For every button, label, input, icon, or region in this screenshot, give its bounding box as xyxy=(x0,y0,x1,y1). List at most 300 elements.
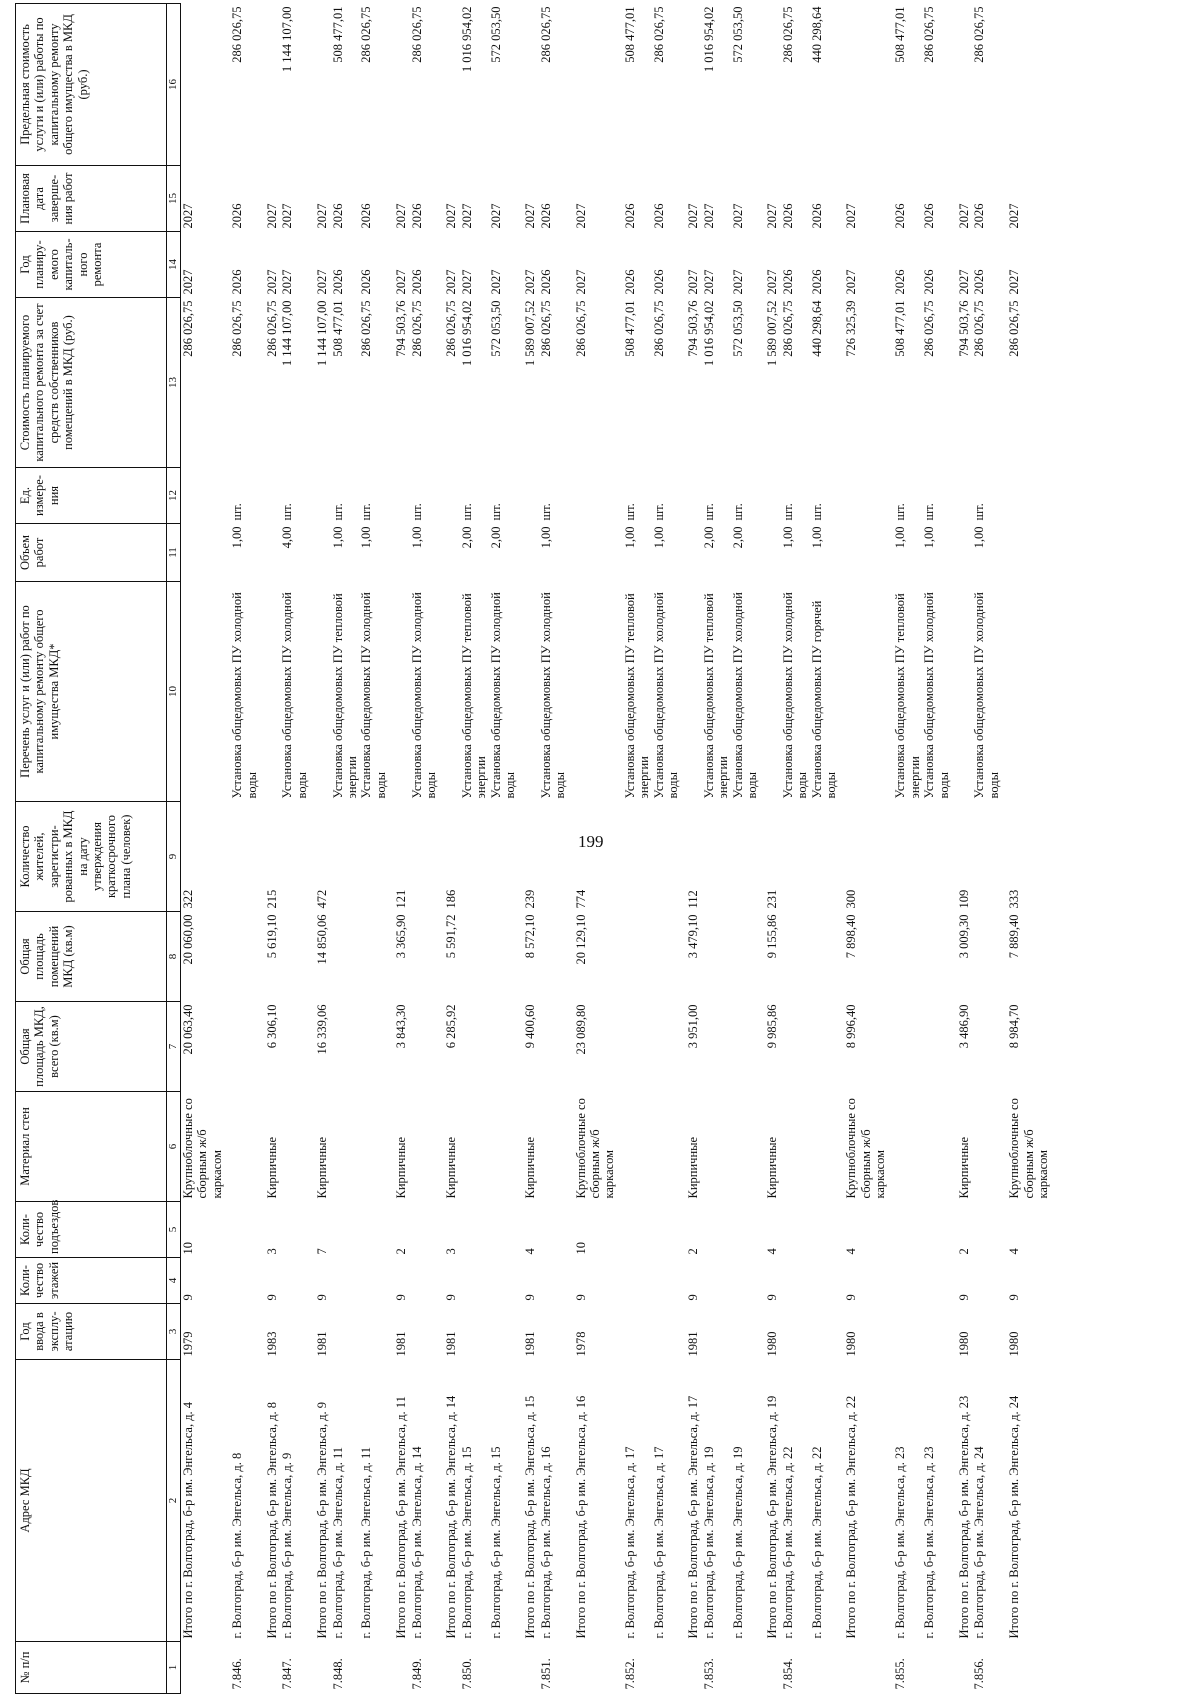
table-cell: 2027 xyxy=(523,203,538,228)
table-cell: 9 xyxy=(444,1293,459,1300)
table-cell xyxy=(652,911,681,1001)
table-cell xyxy=(181,1641,225,1693)
table-cell xyxy=(680,581,702,801)
column-number: 7 xyxy=(167,1001,181,1091)
table-cell: 239 xyxy=(523,889,538,908)
table-cell: 4,00 xyxy=(280,526,295,548)
table-cell: г. Волгоград, б-р им. Энгельса, д. 24 xyxy=(972,1446,987,1638)
table-cell xyxy=(652,1641,681,1693)
table-cell: 2027 xyxy=(1007,203,1022,228)
table-cell xyxy=(810,801,839,911)
table-cell: 1,00 xyxy=(972,526,987,548)
table-cell: Установка общедомовых ПУ холодной воды xyxy=(538,591,568,798)
table-cell xyxy=(568,467,617,523)
column-number: 8 xyxy=(167,911,181,1001)
table-cell: 1,00 xyxy=(538,526,553,548)
table-cell xyxy=(388,467,410,523)
table-row xyxy=(539,3,568,1693)
table-cell xyxy=(331,1091,360,1201)
table-cell: 3 xyxy=(264,1247,279,1254)
table-cell: 286 026,75 xyxy=(651,300,666,357)
table-cell: шт. xyxy=(622,502,637,520)
table-cell: г. Волгоград, б-р им. Энгельса, д. 15 xyxy=(459,1446,474,1638)
table-cell: 2026 xyxy=(538,269,553,294)
table-cell xyxy=(410,801,439,911)
table-cell xyxy=(759,1641,781,1693)
table-cell: 508 477,01 xyxy=(622,6,637,63)
table-cell: 1,00 xyxy=(780,526,795,548)
table-cell: 1,00 xyxy=(330,526,345,548)
table-cell: шт. xyxy=(459,502,474,520)
table-cell xyxy=(617,801,652,911)
table-cell xyxy=(1001,581,1050,801)
table-cell: 2027 xyxy=(264,269,279,294)
table-cell: 2027 xyxy=(730,203,745,228)
table-cell xyxy=(702,801,731,911)
table-cell: 1,00 xyxy=(651,526,666,548)
table-cell xyxy=(680,1641,702,1693)
table-cell xyxy=(838,523,887,581)
table-cell: 2 xyxy=(394,1247,409,1254)
table-cell xyxy=(517,581,539,801)
table-cell: 333 xyxy=(1007,889,1022,908)
table-cell xyxy=(280,1303,309,1359)
table-cell: 2027 xyxy=(264,203,279,228)
table-cell: 2,00 xyxy=(488,526,503,548)
table-cell: Крупноблочные со сборным ж/б каркасом xyxy=(1007,1097,1050,1198)
table-cell: 7.852. xyxy=(622,1657,637,1689)
table-cell: г. Волгоград, б-р им. Энгельса, д. 22 xyxy=(780,1446,795,1638)
table-cell xyxy=(731,801,760,911)
table-cell xyxy=(731,1641,760,1693)
table-cell: 2027 xyxy=(844,269,859,294)
table-cell: г. Волгоград, б-р им. Энгельса, д. 17 xyxy=(622,1446,637,1638)
table-cell: 572 053,50 xyxy=(488,6,503,63)
table-cell xyxy=(489,1001,518,1091)
table-cell xyxy=(680,467,702,523)
column-header: Адрес МКД xyxy=(16,1359,167,1641)
table-cell xyxy=(259,3,281,165)
table-cell: 14 850,06 xyxy=(315,914,330,964)
column-number: 4 xyxy=(167,1257,181,1303)
table-cell: Итого по г. Волгоград, б-р им. Энгельса, д. 9 xyxy=(315,1401,330,1638)
table-cell: 2026 xyxy=(409,269,424,294)
table-cell: 1 016 954,02 xyxy=(701,6,716,72)
column-number: 10 xyxy=(167,581,181,801)
table-cell: 2026 xyxy=(330,203,345,228)
table-cell: 2026 xyxy=(651,269,666,294)
table-cell: Установка общедомовых ПУ тепловой энергии xyxy=(330,592,359,798)
table-cell: 1 589 007,52 xyxy=(523,300,538,366)
column-header: Стоимость планируемого капитального ремонта за счет средств собственников помещений в МКД (руб.) xyxy=(16,297,167,467)
table-cell: Итого по г. Волгоград, б-р им. Энгельса, д. 22 xyxy=(844,1395,859,1638)
column-header: Предельная стоимость услуги и (или) работы по капитальному ремонту общего имущества в МКД (руб.) xyxy=(16,3,167,165)
table-cell xyxy=(702,1201,731,1257)
table-cell xyxy=(781,1001,810,1091)
table-cell: 2027 xyxy=(280,269,295,294)
table-cell: 3 365,90 xyxy=(394,914,409,958)
table-cell: 1 016 954,02 xyxy=(701,300,716,366)
table-cell xyxy=(181,467,225,523)
table-cell xyxy=(810,911,839,1001)
table-cell xyxy=(951,523,973,581)
table-row xyxy=(388,3,410,1693)
table-cell xyxy=(517,3,539,165)
table-cell: 1981 xyxy=(394,1331,409,1356)
table-cell: 2026 xyxy=(809,203,824,228)
table-cell xyxy=(972,1201,1001,1257)
table-cell: 2026 xyxy=(622,269,637,294)
table-cell xyxy=(922,801,951,911)
table-row xyxy=(652,3,681,1693)
table-cell xyxy=(887,911,922,1001)
table-cell xyxy=(438,523,460,581)
table-cell xyxy=(810,1001,839,1091)
column-number: 15 xyxy=(167,165,181,231)
header-row xyxy=(16,3,167,1693)
table-cell xyxy=(280,911,309,1001)
table-cell xyxy=(460,1001,489,1091)
table-cell xyxy=(922,1641,951,1693)
table-cell: 9 xyxy=(573,1293,588,1300)
table-row xyxy=(568,3,617,1693)
table-cell: 2027 xyxy=(488,269,503,294)
table-cell: 2027 xyxy=(701,269,716,294)
table-cell xyxy=(781,911,810,1001)
table-cell: 2027 xyxy=(956,203,971,228)
table-cell: 1,00 xyxy=(809,526,824,548)
table-cell: 9 xyxy=(315,1293,330,1300)
table-cell xyxy=(359,801,388,911)
table-cell: Кирпичные xyxy=(444,1136,459,1198)
table-cell: 1,00 xyxy=(893,526,908,548)
table-cell xyxy=(280,801,309,911)
table-cell: 7.850. xyxy=(459,1657,474,1689)
table-cell xyxy=(887,801,922,911)
table-cell xyxy=(224,1001,259,1091)
table-cell: 7.847. xyxy=(280,1657,295,1689)
table-row xyxy=(731,3,760,1693)
table-cell: 9 155,86 xyxy=(765,914,780,958)
table-cell: Установка общедомовых ПУ холодной воды xyxy=(359,591,388,798)
table-cell: шт. xyxy=(972,502,987,520)
table-cell: 2026 xyxy=(230,269,245,294)
table-cell xyxy=(731,1303,760,1359)
table-cell: 2026 xyxy=(230,203,245,228)
table-cell: 774 xyxy=(573,889,588,908)
table-cell: 286 026,75 xyxy=(922,6,937,63)
table-cell: 7.854. xyxy=(780,1657,795,1689)
table-cell xyxy=(680,3,702,165)
column-header: Год ввода в эксплу-атацию xyxy=(16,1303,167,1359)
table-cell: г. Волгоград, б-р им. Энгельса, д. 17 xyxy=(651,1446,666,1638)
table-cell xyxy=(922,1257,951,1303)
table-cell xyxy=(1001,3,1050,165)
column-header: Ед. измере-ния xyxy=(16,467,167,523)
table-cell xyxy=(517,1641,539,1693)
table-cell xyxy=(489,1641,518,1693)
table-cell: 2026 xyxy=(972,203,987,228)
table-cell: 215 xyxy=(264,889,279,908)
table-cell xyxy=(539,801,568,911)
table-row xyxy=(259,3,281,1693)
column-header: Общая площадь МКД, всего (кв.м) xyxy=(16,1001,167,1091)
table-cell xyxy=(331,1303,360,1359)
table-cell: Итого по г. Волгоград, б-р им. Энгельса, д. 8 xyxy=(264,1401,279,1638)
table-cell xyxy=(388,581,410,801)
table-cell: 572 053,50 xyxy=(488,300,503,357)
table-cell xyxy=(922,911,951,1001)
table-cell: 7.848. xyxy=(330,1657,345,1689)
table-cell: 3 479,10 xyxy=(686,914,701,958)
table-cell xyxy=(617,1001,652,1091)
table-cell: 1980 xyxy=(1007,1331,1022,1356)
table-cell: 2027 xyxy=(315,203,330,228)
table-cell: 1 016 954,02 xyxy=(459,300,474,366)
table-cell: 1 144 107,00 xyxy=(280,6,295,72)
table-row xyxy=(280,3,309,1693)
table-row xyxy=(181,3,225,1693)
table-cell: 2026 xyxy=(922,203,937,228)
table-cell: шт. xyxy=(922,502,937,520)
table-cell: 9 xyxy=(686,1293,701,1300)
table-cell: 440 298,64 xyxy=(809,6,824,63)
table-cell: 2026 xyxy=(809,269,824,294)
column-header: № п/п xyxy=(16,1641,167,1693)
table-row xyxy=(460,3,489,1693)
table-cell: 1,00 xyxy=(622,526,637,548)
table-cell: 1978 xyxy=(573,1331,588,1356)
table-cell: 286 026,75 xyxy=(972,300,987,357)
table-cell: г. Волгоград, б-р им. Энгельса, д. 15 xyxy=(488,1446,503,1638)
table-cell: 300 xyxy=(844,889,859,908)
table-cell: г. Волгоград, б-р им. Энгельса, д. 19 xyxy=(701,1446,716,1638)
table-cell xyxy=(460,801,489,911)
table-cell xyxy=(331,1001,360,1091)
table-cell xyxy=(838,467,887,523)
column-number: 6 xyxy=(167,1091,181,1201)
table-cell: Установка общедомовых ПУ холодной воды xyxy=(972,591,1001,798)
table-cell: 2027 xyxy=(686,203,701,228)
table-cell xyxy=(568,3,617,165)
table-cell: 6 285,92 xyxy=(444,1004,459,1048)
table-cell: 7 898,40 xyxy=(844,914,859,958)
table-cell: 2 xyxy=(956,1247,971,1254)
table-cell xyxy=(359,1201,388,1257)
table-cell: 10 xyxy=(181,1241,195,1254)
table-cell: 2026 xyxy=(780,269,795,294)
column-number: 13 xyxy=(167,297,181,467)
table-cell: 9 xyxy=(956,1293,971,1300)
table-cell xyxy=(951,1641,973,1693)
table-cell xyxy=(280,1257,309,1303)
table-cell xyxy=(309,3,331,165)
table-cell xyxy=(972,1001,1001,1091)
table-cell: 286 026,75 xyxy=(409,6,424,63)
table-cell: г. Волгоград, б-р им. Энгельса, д. 8 xyxy=(230,1452,245,1638)
table-cell xyxy=(410,1303,439,1359)
table-cell: 2026 xyxy=(359,269,374,294)
table-cell xyxy=(489,1257,518,1303)
table-cell: 9 xyxy=(1007,1293,1022,1300)
table-cell: Установка общедомовых ПУ холодной воды xyxy=(651,591,680,798)
table-cell: 2026 xyxy=(409,203,424,228)
table-cell xyxy=(972,911,1001,1001)
table-row xyxy=(922,3,951,1693)
table-cell xyxy=(359,1257,388,1303)
table-cell xyxy=(652,1303,681,1359)
table-cell xyxy=(702,1257,731,1303)
table-cell: Установка общедомовых ПУ тепловой энергии xyxy=(459,592,489,798)
table-cell: 7 889,40 xyxy=(1007,914,1022,958)
table-cell: 4 xyxy=(765,1247,780,1254)
table-cell: Крупноблочные со сборным ж/б каркасом xyxy=(573,1097,617,1198)
table-cell xyxy=(259,523,281,581)
table-cell xyxy=(652,1091,681,1201)
table-cell: 16 339,06 xyxy=(315,1004,330,1054)
table-cell: 4 xyxy=(523,1247,538,1254)
table-cell xyxy=(922,1201,951,1257)
table-cell: шт. xyxy=(893,502,908,520)
table-cell xyxy=(460,1091,489,1201)
table-cell: 109 xyxy=(956,889,971,908)
table-cell: 2027 xyxy=(686,269,701,294)
table-cell: 2027 xyxy=(573,269,588,294)
table-cell xyxy=(181,523,225,581)
table-cell xyxy=(517,523,539,581)
table-cell: 2026 xyxy=(538,203,553,228)
table-cell: 2027 xyxy=(315,269,330,294)
table-cell: 3 951,00 xyxy=(686,1004,701,1048)
column-header: Материал стен xyxy=(16,1091,167,1201)
table-row xyxy=(410,3,439,1693)
table-cell: 2026 xyxy=(330,269,345,294)
table-body xyxy=(181,3,1051,1693)
table-cell: 1980 xyxy=(956,1331,971,1356)
table-cell: 286 026,75 xyxy=(1007,300,1022,357)
table-cell xyxy=(438,581,460,801)
table-cell: 5 619,10 xyxy=(264,914,279,958)
table-cell: 2,00 xyxy=(459,526,474,548)
table-cell: 440 298,64 xyxy=(809,300,824,357)
table-cell: 5 591,72 xyxy=(444,914,459,958)
table-cell xyxy=(887,1201,922,1257)
table-cell xyxy=(731,911,760,1001)
table-cell: 286 026,75 xyxy=(230,300,245,357)
table-cell: 7.856. xyxy=(972,1657,987,1689)
table-cell xyxy=(331,1257,360,1303)
table-cell xyxy=(887,1091,922,1201)
table-cell xyxy=(652,1001,681,1091)
table-cell: 2027 xyxy=(956,269,971,294)
table-cell xyxy=(759,523,781,581)
table-cell: 1980 xyxy=(765,1331,780,1356)
table-cell: 3 009,30 xyxy=(956,914,971,958)
table-cell: 2,00 xyxy=(730,526,745,548)
table-cell xyxy=(410,1091,439,1201)
table-cell xyxy=(652,1257,681,1303)
table-cell: 2027 xyxy=(701,203,716,228)
table-cell: Кирпичные xyxy=(315,1136,330,1198)
table-cell: шт. xyxy=(409,502,424,520)
table-cell: 286 026,75 xyxy=(651,6,666,63)
table-row xyxy=(517,3,539,1693)
table-cell xyxy=(887,1001,922,1091)
capital-repair-table xyxy=(15,3,1050,1694)
table-cell xyxy=(617,911,652,1001)
table-row xyxy=(1001,3,1050,1693)
table-cell: 572 053,50 xyxy=(730,300,745,357)
table-cell: 286 026,75 xyxy=(972,6,987,63)
table-cell xyxy=(568,1641,617,1693)
table-cell xyxy=(568,581,617,801)
table-cell: Установка общедомовых ПУ холодной воды xyxy=(280,591,309,798)
table-cell: 794 503,76 xyxy=(956,300,971,357)
table-cell xyxy=(259,467,281,523)
table-cell xyxy=(951,581,973,801)
table-cell: 2027 xyxy=(181,269,195,294)
table-cell: 20 129,10 xyxy=(573,914,588,964)
table-cell: 7 xyxy=(315,1247,330,1254)
table-cell xyxy=(759,467,781,523)
table-cell xyxy=(224,911,259,1001)
table-row xyxy=(838,3,887,1693)
table-cell xyxy=(617,1303,652,1359)
table-cell: 2026 xyxy=(922,269,937,294)
table-cell: шт. xyxy=(651,502,666,520)
table-cell xyxy=(810,1257,839,1303)
table-row xyxy=(810,3,839,1693)
column-number: 9 xyxy=(167,801,181,911)
table-cell xyxy=(810,1303,839,1359)
table-cell: 7.846. xyxy=(230,1657,245,1689)
table-cell xyxy=(517,467,539,523)
table-cell xyxy=(309,467,331,523)
table-cell xyxy=(309,581,331,801)
table-cell: 286 026,75 xyxy=(444,300,459,357)
table-cell: 9 400,60 xyxy=(523,1004,538,1048)
table-cell xyxy=(489,1303,518,1359)
column-number: 16 xyxy=(167,3,181,165)
column-number: 2 xyxy=(167,1359,181,1641)
table-cell: Кирпичные xyxy=(523,1136,538,1198)
table-row xyxy=(972,3,1001,1693)
table-cell xyxy=(617,1201,652,1257)
table-cell: 2027 xyxy=(459,269,474,294)
table-row xyxy=(702,3,731,1693)
table-cell: шт. xyxy=(230,502,245,520)
column-number-row xyxy=(167,3,181,1693)
table-cell: 2027 xyxy=(459,203,474,228)
table-cell xyxy=(181,3,225,165)
table-cell xyxy=(489,1091,518,1201)
table-cell: Установка общедомовых ПУ холодной воды xyxy=(230,591,259,798)
table-cell xyxy=(539,1201,568,1257)
table-cell: 186 xyxy=(444,889,459,908)
table-cell: г. Волгоград, б-р им. Энгельса, д. 11 xyxy=(359,1446,374,1638)
table-cell: 508 477,01 xyxy=(893,300,908,357)
table-cell: 726 325,39 xyxy=(844,300,859,357)
table-cell: шт. xyxy=(701,502,716,520)
table-cell xyxy=(539,1303,568,1359)
table-cell: 2027 xyxy=(523,269,538,294)
table-cell: Установка общедомовых ПУ холодной воды xyxy=(780,591,810,798)
table-cell: Кирпичные xyxy=(394,1136,409,1198)
table-row xyxy=(224,3,259,1693)
table-cell: 1 144 107,00 xyxy=(315,300,330,366)
table-cell: 1,00 xyxy=(922,526,937,548)
rotated-page xyxy=(15,4,1185,1694)
